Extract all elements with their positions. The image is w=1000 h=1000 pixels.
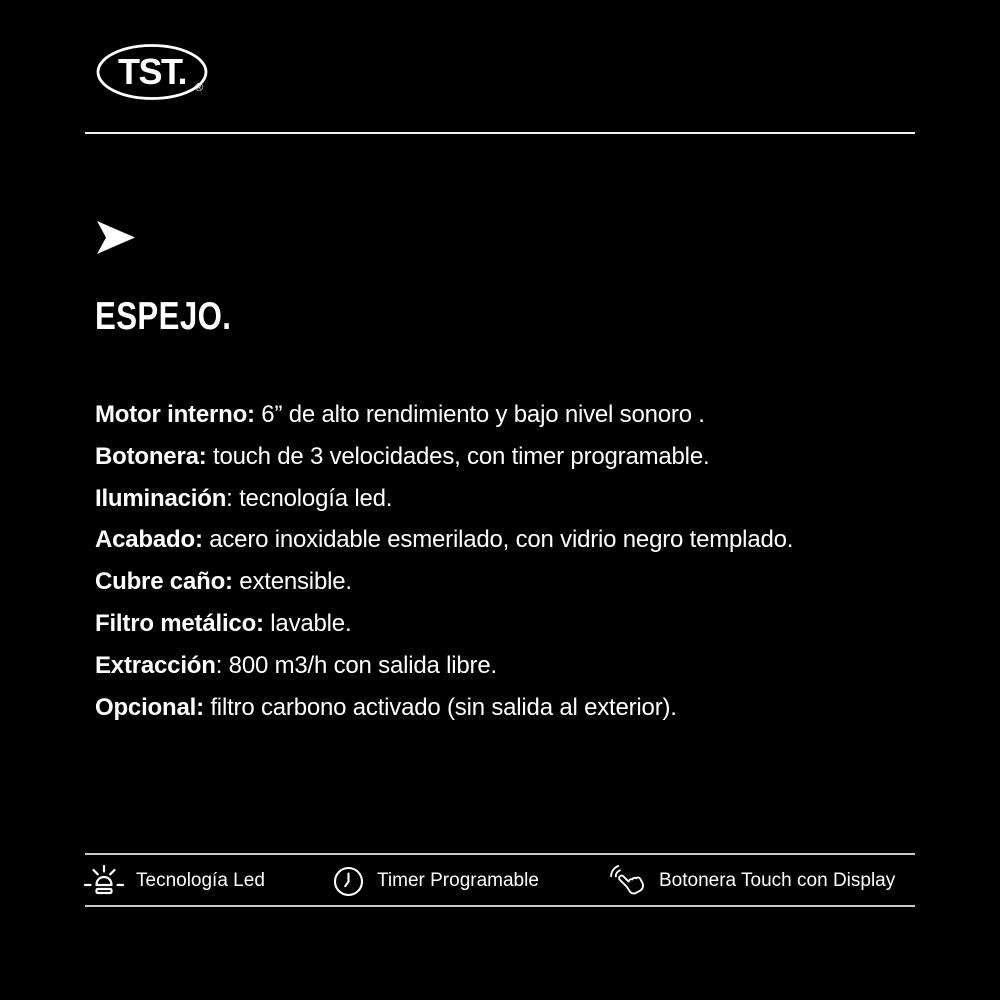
features-divider-top: [85, 853, 915, 855]
spec-row-acabado: [95, 519, 935, 561]
spec-value: lavable.: [263, 609, 352, 637]
spec-row-iluminacion: [95, 478, 935, 520]
page-title: ESPEJO.: [95, 295, 232, 338]
spec-label: Acabado:: [95, 526, 203, 554]
spec-row-botonera: [95, 436, 935, 478]
spec-value: acero inoxidable esmerilado, con vidrio negro templado.: [202, 526, 794, 554]
features-divider-bottom: [85, 905, 915, 907]
led-light-icon: [83, 863, 125, 899]
spec-value: : tecnología led.: [226, 484, 393, 512]
feature-item-touch: [608, 860, 895, 902]
spec-label: Filtro metálico:: [95, 609, 264, 637]
timer-clock-icon: [333, 866, 364, 897]
registered-mark: ®: [195, 82, 204, 94]
spec-list: [95, 394, 935, 728]
feature-label: Timer Programable: [377, 870, 539, 891]
spec-row-extraccion: [95, 645, 935, 687]
spec-value: : 800 m3/h con salida libre.: [215, 651, 497, 679]
spec-label: Botonera:: [95, 442, 207, 470]
spec-row-motor: [95, 394, 935, 436]
spec-label: Opcional:: [95, 693, 204, 721]
feature-label: Tecnología Led: [136, 870, 265, 891]
spec-row-filtro: [95, 603, 935, 645]
spec-value: touch de 3 velocidades, con timer programable.: [206, 442, 710, 470]
spec-label: Cubre caño:: [95, 568, 233, 596]
spec-value: 6” de alto rendimiento y bajo nivel sonoro .: [254, 401, 705, 428]
spec-row-opcional: [95, 687, 935, 729]
spec-label: Iluminación: [95, 484, 227, 512]
feature-label: Botonera Touch con Display: [659, 870, 896, 891]
spec-row-cubre-cano: [95, 561, 935, 603]
header-divider: [85, 132, 915, 134]
spec-value: extensible.: [232, 568, 352, 596]
spec-label: Motor interno:: [95, 401, 255, 428]
feature-item-led: [83, 860, 265, 902]
arrow-right-icon: [95, 221, 135, 259]
feature-item-timer: [333, 860, 539, 902]
brand-name: TST.: [117, 51, 186, 92]
tst-logo: [96, 43, 214, 101]
spec-value: filtro carbono activado (sin salida al exterior).: [203, 693, 677, 721]
touch-hand-icon: [608, 862, 647, 901]
spec-label: Extracción: [95, 651, 216, 679]
